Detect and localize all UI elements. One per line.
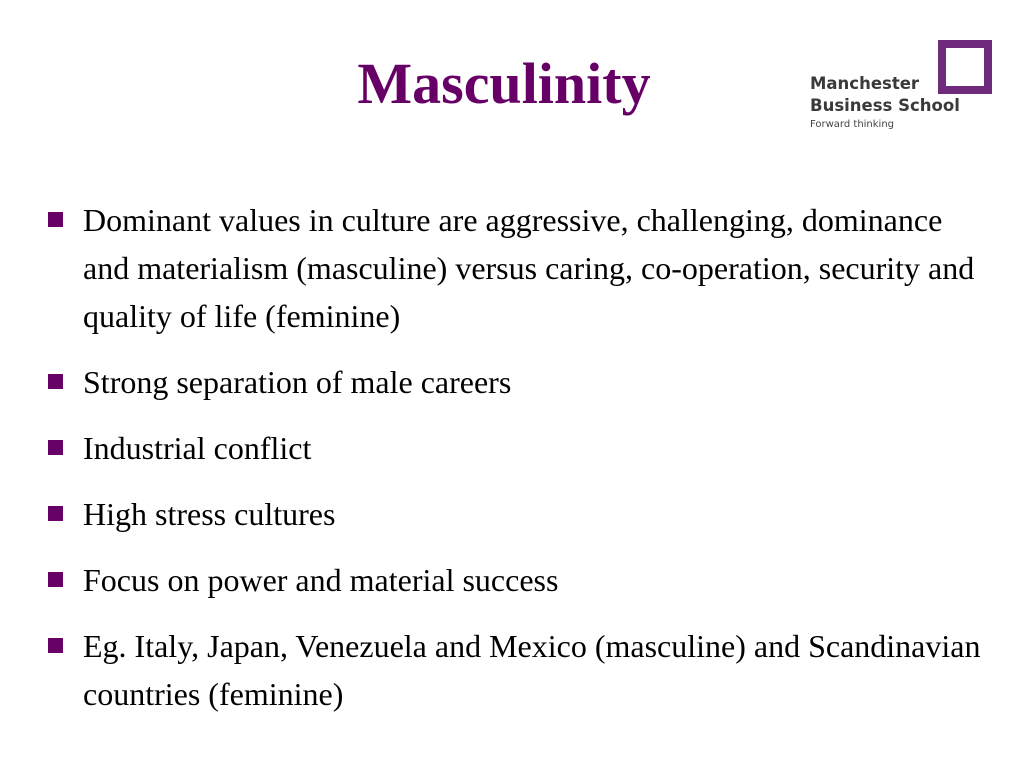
square-bullet-icon [48,638,63,653]
bullet-text: Eg. Italy, Japan, Venezuela and Mexico (masculine) and Scandinavian countries (feminine) [83,628,981,712]
bullet-text: Focus on power and material success [83,562,559,598]
bullet-item [48,490,988,538]
square-bullet-icon [48,572,63,587]
logo-text-line1: Manchester [810,74,920,93]
square-bullet-icon [48,374,63,389]
square-bullet-icon [48,440,63,455]
logo-square-icon [938,40,992,94]
bullet-text: Strong separation of male careers [83,364,512,400]
bullet-text: Dominant values in culture are aggressive, challenging, dominance and materialism (masculine) versus caring, co-operation, security and quality of life (feminine) [83,202,975,334]
bullet-item [48,358,988,406]
square-bullet-icon [48,212,63,227]
bullet-item [48,556,988,604]
logo-text-line2: Business School [810,96,960,115]
bullet-list [48,196,988,736]
manchester-business-school-logo [810,38,990,138]
bullet-text: Industrial conflict [83,430,312,466]
bullet-text: High stress cultures [83,496,336,532]
slide-title: Masculinity [357,51,651,116]
square-bullet-icon [48,506,63,521]
bullet-item [48,424,988,472]
bullet-item [48,622,988,718]
logo-tagline: Forward thinking [810,119,895,130]
bullet-item [48,196,988,340]
